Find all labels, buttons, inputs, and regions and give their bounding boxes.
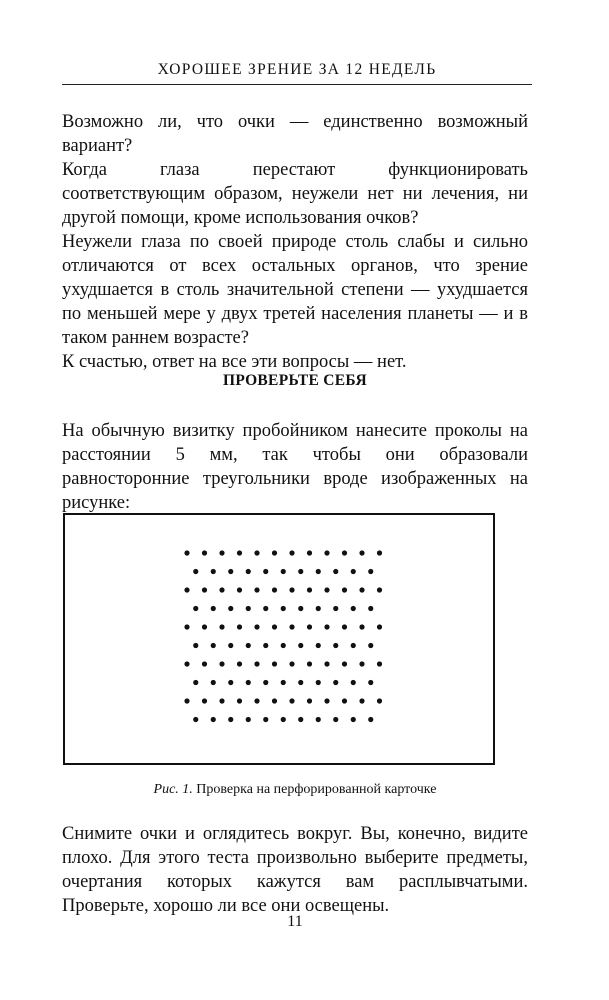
perforation-dot <box>246 680 251 685</box>
perforation-dot <box>193 569 198 574</box>
perforation-dot <box>289 661 294 666</box>
perforation-dot <box>333 606 338 611</box>
perforation-dot <box>368 606 373 611</box>
perforation-dot <box>211 717 216 722</box>
perforation-dot <box>359 661 364 666</box>
perforation-dot <box>298 606 303 611</box>
perforation-dot <box>263 643 268 648</box>
perforation-dot <box>333 569 338 574</box>
perforation-dot <box>368 643 373 648</box>
perforation-dot <box>202 550 207 555</box>
perforation-dot <box>254 624 259 629</box>
caption-label: Рис. 1. <box>153 782 193 797</box>
perforation-dot <box>281 717 286 722</box>
perforation-dot <box>342 661 347 666</box>
perforation-dot <box>211 643 216 648</box>
perforation-dot <box>202 661 207 666</box>
perforation-dot <box>263 717 268 722</box>
perforation-dot <box>211 606 216 611</box>
perforation-dot <box>193 680 198 685</box>
perforation-dot <box>324 624 329 629</box>
perforation-dot <box>228 643 233 648</box>
perforation-dot <box>228 680 233 685</box>
perforation-dot <box>316 680 321 685</box>
perforation-dot <box>219 698 224 703</box>
perforation-dot <box>202 624 207 629</box>
perforation-dot <box>342 698 347 703</box>
perforation-dot <box>237 587 242 592</box>
perforation-dot <box>298 569 303 574</box>
perforation-dot <box>254 587 259 592</box>
perforation-dot <box>272 661 277 666</box>
perforation-dot <box>193 717 198 722</box>
perforation-dot <box>333 643 338 648</box>
perforation-dot <box>246 643 251 648</box>
perforation-dot <box>324 698 329 703</box>
perforation-dot <box>298 680 303 685</box>
perforation-dot <box>289 624 294 629</box>
paragraph: На обычную визитку пробойником нанесите проколы на расстоянии 5 мм, так чтобы они образовали равносторонние треугольники вроде изображенных на рисунке: <box>62 421 528 513</box>
perforation-dot <box>263 680 268 685</box>
perforation-dot <box>289 698 294 703</box>
perforation-dot <box>377 587 382 592</box>
perforation-dot <box>324 550 329 555</box>
perforation-dot <box>237 698 242 703</box>
perforation-dot <box>281 606 286 611</box>
running-head: ХОРОШЕЕ ЗРЕНИЕ ЗА 12 НЕДЕЛЬ <box>157 61 437 78</box>
perforation-dot <box>377 698 382 703</box>
perforation-dot <box>359 624 364 629</box>
perforation-dot <box>307 698 312 703</box>
section-title: ПРОВЕРЬТЕ СЕБЯ <box>223 372 367 389</box>
perforation-dot <box>377 661 382 666</box>
header-rule <box>62 84 532 85</box>
perforation-dot <box>342 550 347 555</box>
perforation-dot <box>333 680 338 685</box>
perforation-dot <box>359 698 364 703</box>
perforation-dot <box>342 624 347 629</box>
perforation-dot <box>289 587 294 592</box>
perforation-dot <box>368 569 373 574</box>
intro-text <box>62 110 528 374</box>
perforated-card-figure <box>63 513 495 765</box>
perforation-dot <box>351 680 356 685</box>
perforation-dot <box>281 680 286 685</box>
perforation-dot <box>193 606 198 611</box>
perforation-dot <box>324 661 329 666</box>
perforation-dot <box>202 587 207 592</box>
perforation-dot <box>272 698 277 703</box>
perforation-dot <box>263 606 268 611</box>
perforation-dot <box>272 624 277 629</box>
perforation-dot <box>272 587 277 592</box>
perforation-dot <box>324 587 329 592</box>
perforation-dot <box>307 624 312 629</box>
perforation-dot <box>246 569 251 574</box>
perforation-dot <box>184 698 189 703</box>
perforation-dot <box>281 643 286 648</box>
perforation-dot <box>219 624 224 629</box>
perforation-dot <box>263 569 268 574</box>
perforation-dot <box>377 550 382 555</box>
caption-text: Проверка на перфорированной карточке <box>196 782 437 797</box>
page-number: 11 <box>287 913 303 930</box>
perforation-dot <box>307 661 312 666</box>
perforation-dot <box>202 698 207 703</box>
perforation-dot <box>219 550 224 555</box>
perforation-dot <box>316 643 321 648</box>
figure-caption <box>62 782 528 798</box>
perforation-dot <box>316 717 321 722</box>
perforation-dot <box>228 717 233 722</box>
perforation-dot <box>211 569 216 574</box>
perforation-dot <box>193 643 198 648</box>
perforation-dot <box>359 587 364 592</box>
perforation-dot <box>351 569 356 574</box>
paragraph: К счастью, ответ на все эти вопросы — нет. <box>62 352 407 372</box>
perforation-dot <box>281 569 286 574</box>
perforation-dot <box>351 643 356 648</box>
perforation-dot <box>246 717 251 722</box>
perforation-dot <box>184 661 189 666</box>
perforation-dot <box>219 661 224 666</box>
task-text <box>62 419 528 515</box>
perforation-dot <box>316 569 321 574</box>
perforation-dot <box>333 717 338 722</box>
perforation-dot <box>254 698 259 703</box>
paragraph: Неужели глаза по своей природе столь слабы и сильно отличаются от всех остальных органов, что зрение ухудшается в столь значительной степени — ухудшается по меньшей мере у двух третей населения планеты — и в таком раннем возрасте? <box>62 232 528 348</box>
perforation-dot <box>219 587 224 592</box>
perforation-dot <box>184 624 189 629</box>
perforation-dot <box>307 550 312 555</box>
perforation-dot <box>184 550 189 555</box>
paragraph: Когда глаза перестают функционировать соответствующим образом, неужели нет ни лечения, ни другой помощи, кроме использования очков? <box>62 160 528 228</box>
perforation-dot <box>298 643 303 648</box>
perforation-dot <box>184 587 189 592</box>
perforation-dot <box>307 587 312 592</box>
perforation-dot <box>254 550 259 555</box>
perforation-dot <box>237 661 242 666</box>
perforation-dot <box>351 717 356 722</box>
perforation-dot <box>377 624 382 629</box>
perforation-dot <box>228 606 233 611</box>
paragraph: Возможно ли, что очки — единственно возможный вариант? <box>62 112 528 156</box>
perforation-dot <box>289 550 294 555</box>
perforation-dot <box>228 569 233 574</box>
outro-text <box>62 822 528 918</box>
perforation-dot <box>237 624 242 629</box>
perforation-dot <box>359 550 364 555</box>
dot-pattern <box>65 515 497 767</box>
perforation-dot <box>342 587 347 592</box>
paragraph: Снимите очки и оглядитесь вокруг. Вы, конечно, видите плохо. Для этого теста произвольно выберите предметы, очертания которых кажутся вам расплывчатыми. Проверьте, хорошо ли все они освещены. <box>62 824 528 916</box>
perforation-dot <box>368 680 373 685</box>
perforation-dot <box>246 606 251 611</box>
perforation-dot <box>316 606 321 611</box>
perforation-dot <box>211 680 216 685</box>
perforation-dot <box>254 661 259 666</box>
perforation-dot <box>237 550 242 555</box>
perforation-dot <box>272 550 277 555</box>
perforation-dot <box>351 606 356 611</box>
perforation-dot <box>368 717 373 722</box>
perforation-dot <box>298 717 303 722</box>
